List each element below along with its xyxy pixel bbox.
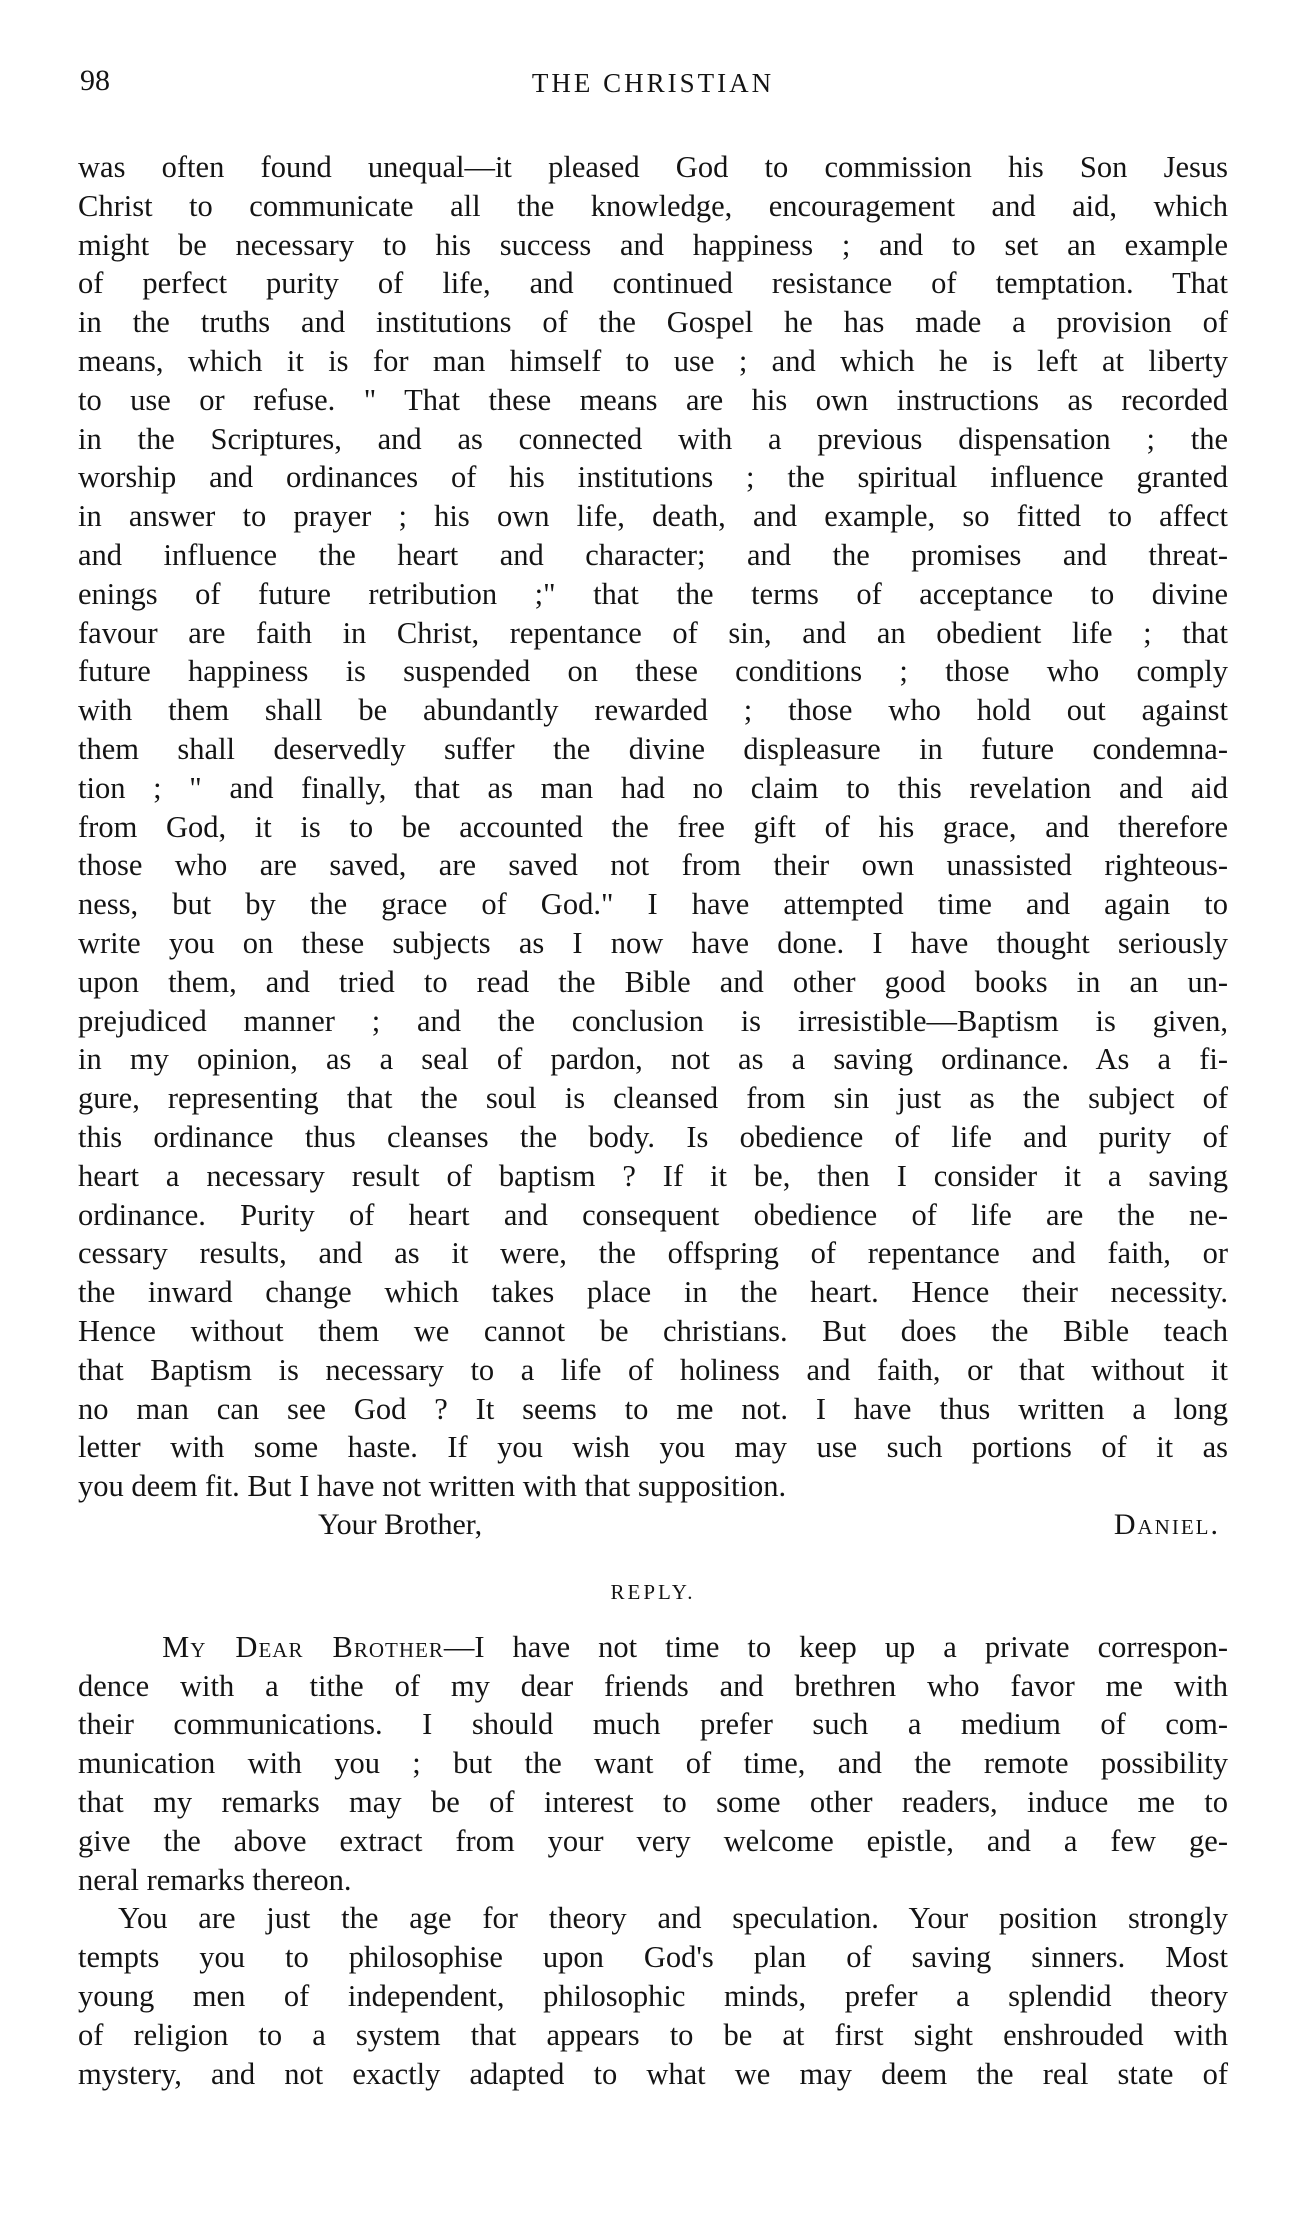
text-line: dence with a tithe of my dear friends and brethren who favor me with xyxy=(78,1668,1228,1703)
text-line: write you on these subjects as I now have done. I have thought seriously xyxy=(78,925,1228,960)
text-line: neral remarks thereon. xyxy=(78,1862,352,1897)
text-line: the inward change which takes place in the heart. Hence their necessity. xyxy=(78,1275,1228,1310)
text-line: their communications. I should much prefer such a medium of com- xyxy=(78,1707,1228,1742)
text-line: in answer to prayer ; his own life, death, and example, so fitted to affect xyxy=(78,499,1228,534)
text-line: tion ; " and finally, that as man had no claim to this revelation and aid xyxy=(78,770,1228,805)
text-line: that Baptism is necessary to a life of holiness and faith, or that without it xyxy=(78,1352,1228,1387)
letter-signature-block xyxy=(78,1506,1228,1550)
text-line: of perfect purity of life, and continued resistance of temptation. That xyxy=(78,266,1228,301)
text-line: You are just the age for theory and speculation. Your position strongly xyxy=(118,1901,1228,1936)
text-line: ordinance. Purity of heart and consequent obedience of life are the ne- xyxy=(78,1197,1228,1232)
text-line: and influence the heart and character; and the promises and threat- xyxy=(78,537,1228,572)
text-line: no man can see God ? It seems to me not. I have thus written a long xyxy=(78,1391,1228,1426)
text-line: enings of future retribution ;" that the terms of acceptance to divine xyxy=(78,576,1228,611)
reply-salutation: My Dear Brother xyxy=(162,1629,444,1664)
reply-text xyxy=(78,1628,1228,2094)
text-line: in the truths and institutions of the Gospel he has made a provision of xyxy=(78,305,1228,340)
book-page xyxy=(78,60,1228,2093)
text-line: future happiness is suspended on these conditions ; those who comply xyxy=(78,654,1228,689)
text-line: Christ to communicate all the knowledge, encouragement and aid, which xyxy=(78,188,1228,223)
text-line: those who are saved, are saved not from their own unassisted righteous- xyxy=(78,848,1228,883)
text-line: you deem fit. But I have not written with that supposition. xyxy=(78,1469,787,1504)
text-line: mystery, and not exactly adapted to what we may deem the real state of xyxy=(78,2056,1228,2091)
text-line: tempts you to philosophise upon God's plan of saving sinners. Most xyxy=(78,1940,1228,1975)
text-line: give the above extract from your very welcome epistle, and a few ge- xyxy=(78,1823,1228,1858)
text-line: of religion to a system that appears to be at first sight enshrouded with xyxy=(78,2017,1228,2052)
text-line: in the Scriptures, and as connected with a previous dispensation ; the xyxy=(78,421,1228,456)
text-line: heart a necessary result of baptism ? If it be, then I consider it a saving xyxy=(78,1158,1228,1193)
reply-heading: REPLY. xyxy=(610,1579,696,1604)
letter-signature: Daniel. xyxy=(1113,1507,1220,1541)
text-line: from God, it is to be accounted the free gift of his grace, and therefore xyxy=(78,809,1228,844)
text-line: young men of independent, philosophic minds, prefer a splendid theory xyxy=(78,1979,1228,2014)
text-line: gure, representing that the soul is cleansed from sin just as the subject of xyxy=(78,1081,1228,1116)
text-line: means, which it is for man himself to use ; and which he is left at liberty xyxy=(78,343,1228,378)
text-line: to use or refuse. " That these means are his own instructions as recorded xyxy=(78,382,1228,417)
text-line: munication with you ; but the want of time, and the remote possibility xyxy=(78,1746,1228,1781)
text-line: was often found unequal—it pleased God to commission his Son Jesus xyxy=(78,150,1228,184)
text-line: this ordinance thus cleanses the body. Is obedience of life and purity of xyxy=(78,1119,1228,1154)
text-line: worship and ordinances of his institutions ; the spiritual influence granted xyxy=(78,460,1228,495)
running-title: THE CHRISTIAN xyxy=(531,68,775,98)
text-line: ness, but by the grace of God." I have attempted time and again to xyxy=(78,887,1228,922)
text-line: with them shall be abundantly rewarded ; those who hold out against xyxy=(78,693,1228,728)
text-line: letter with some haste. If you wish you may use such portions of it as xyxy=(78,1430,1228,1465)
text-line: cessary results, and as it were, the offspring of repentance and faith, or xyxy=(78,1236,1228,1271)
text-line: upon them, and tried to read the Bible and other good books in an un- xyxy=(78,964,1228,999)
text-line: favour are faith in Christ, repentance of sin, and an obedient life ; that xyxy=(78,615,1228,650)
reply-first-line-text: —I have not time to keep up a private correspon- xyxy=(443,1629,1229,1664)
text-line: Hence without them we cannot be christians. But does the Bible teach xyxy=(78,1313,1228,1348)
text-line: them shall deservedly suffer the divine displeasure in future condemna- xyxy=(78,731,1228,766)
page-number: 98 xyxy=(80,64,110,97)
letter-text xyxy=(78,148,1228,1506)
reply-first-line xyxy=(78,1628,1228,1667)
text-line: that my remarks may be of interest to some other readers, induce me to xyxy=(78,1785,1228,1820)
text-line: prejudiced manner ; and the conclusion is irresistible—Baptism is given, xyxy=(78,1003,1228,1038)
text-line: might be necessary to his success and happiness ; and to set an example xyxy=(78,227,1228,262)
text-line: in my opinion, as a seal of pardon, not as a saving ordinance. As a fi- xyxy=(78,1042,1228,1077)
letter-closing: Your Brother, xyxy=(318,1507,483,1541)
running-head xyxy=(78,60,1228,120)
